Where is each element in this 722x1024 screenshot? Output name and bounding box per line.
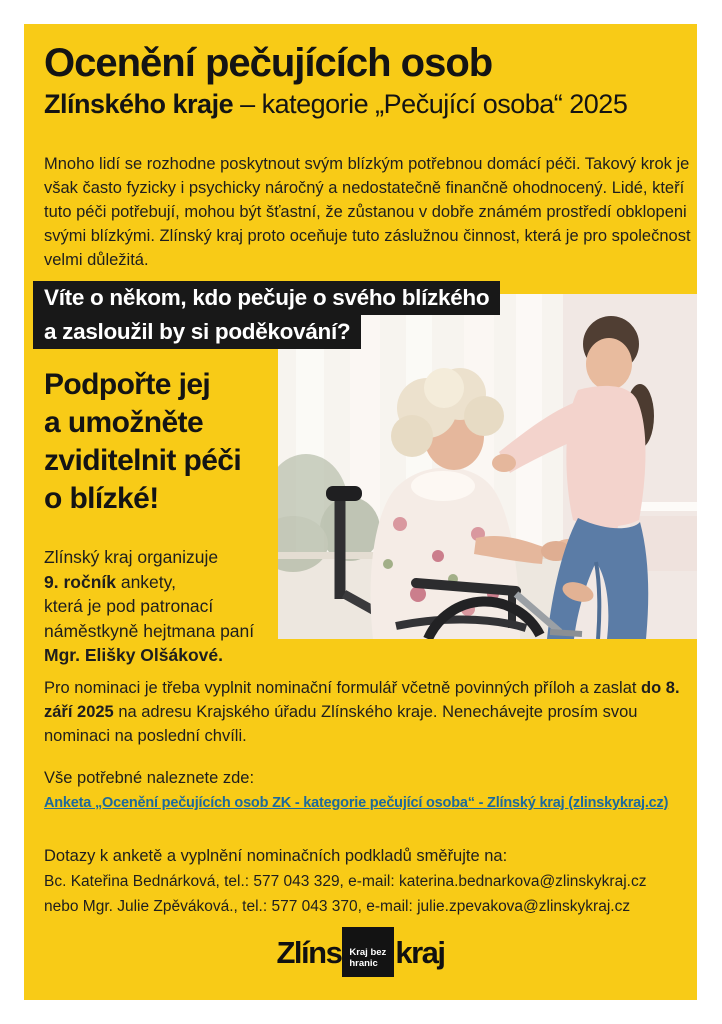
logo-word-left: Zlíns — [276, 934, 342, 970]
organizer-patron-name: Mgr. Elišky Olšákové. — [44, 645, 223, 665]
logo-box-line-1: Kraj bez — [349, 947, 387, 958]
poster-subtitle — [44, 88, 627, 121]
subtitle-category: – kategorie „Pečující osoba“ 2025 — [233, 89, 628, 119]
logo-kraj-bez-hranic-box — [342, 927, 394, 977]
nomination-deadline: do 8. září 2025 — [44, 679, 680, 721]
organizer-line-4: náměstkyně hejtmana paní — [44, 620, 255, 641]
poster-background — [24, 24, 697, 1000]
survey-link[interactable]: Anketa „Ocenění pečujících osob ZK - kategorie pečující osoba“ - Zlínský kraj (zlinskykraj.cz) — [44, 795, 669, 811]
cta-line-4: o blízké! — [44, 482, 159, 515]
organizer-edition: 9. ročník — [44, 571, 116, 592]
intro-paragraph: Mnoho lidí se rozhodne poskytnout svým blízkým potřebnou domácí péči. Takový krok je však často fyzicky i psychicky náročný a nedostatečně finančně ohodnocený. Lidé, kteří tuto péči potřebují, mohou být šťastní, že zůstanou v dobře známém prostředí obklopeni svými blízkými. Zlínský kraj proto oceňuje tuto záslužnou činnost, která je pro společnost velmi důležitá. — [44, 155, 691, 269]
cta-line-3: zviditelnit péči — [44, 444, 242, 477]
banner-line-1: Víte o někom, kdo pečuje o svého blízkého — [33, 281, 500, 315]
subtitle-region: Zlínského kraje — [44, 89, 234, 119]
organizer-line-2: 9. ročník ankety, — [44, 571, 176, 592]
organizer-text — [44, 545, 254, 668]
link-intro: Vše potřebné naleznete zde: — [44, 769, 255, 787]
cta-heading — [44, 366, 241, 518]
banner-line-2: a zasloužil by si poděkování? — [33, 315, 361, 349]
organizer-line-1: Zlínský kraj organizuje — [44, 547, 219, 567]
contact-person-2: nebo Mgr. Julie Zpěváková., tel.: 577 043 370, e-mail: julie.zpevakova@zlinskykraj.cz — [44, 898, 631, 915]
logo-box-line-2: hranic — [349, 958, 378, 969]
cta-line-1: Podpořte jej — [44, 368, 211, 401]
logo-word-right: kraj — [395, 934, 445, 970]
organizer-line-3: která je pod patronací — [44, 596, 214, 616]
contact-heading: Dotazy k anketě a vyplnění nominačních podkladů směřujte na: — [44, 847, 508, 865]
cta-line-2: a umožněte — [44, 406, 204, 439]
contact-person-1: Bc. Kateřina Bednárková, tel.: 577 043 329, e-mail: katerina.bednarkova@zlinskykraj.cz — [44, 873, 647, 890]
poster-title: Ocenění pečujících osob — [44, 41, 493, 85]
zlinsky-kraj-logo — [24, 927, 697, 977]
question-banner — [33, 281, 500, 349]
nomination-paragraph: Pro nominaci je třeba vyplnit nominační formulář včetně povinných příloh a zaslat do 8. září 2025 na adresu Krajského úřadu Zlínského kraje. Nenechávejte prosím svou nominaci na poslední chvíli. — [44, 679, 680, 745]
